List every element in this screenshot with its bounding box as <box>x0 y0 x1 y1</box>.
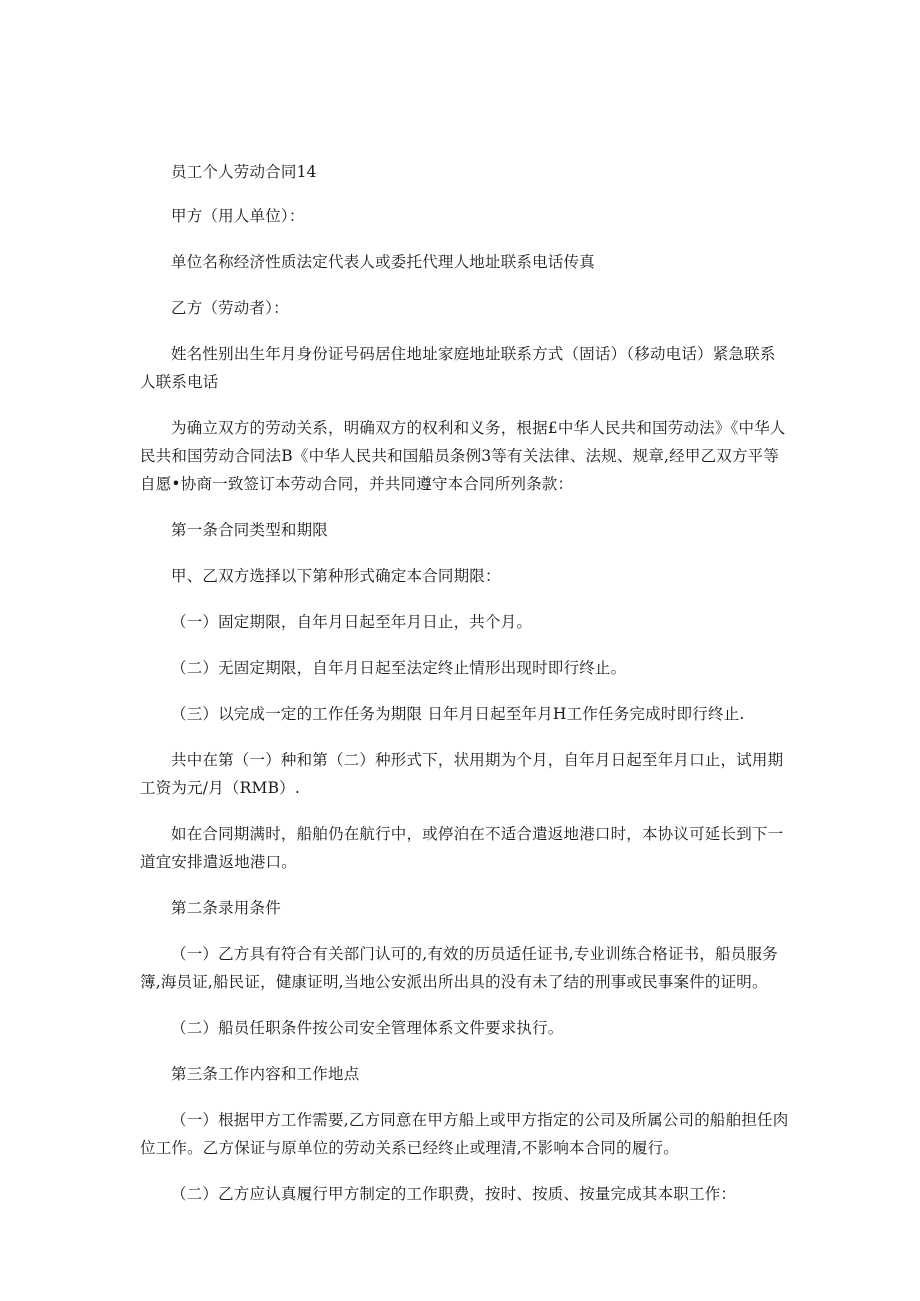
article-1-item-2: （二）无固定期限，自年月日起至法定终止情形出现时即行终止。 <box>171 659 627 677</box>
article-1-heading: 第一条合同类型和期限 <box>171 521 329 539</box>
article-3-item-1: （一）根据甲方工作需要,乙方同意在甲方船上或甲方指定的公司及所属公司的船舶担任肉位工作。乙方保证与原单位的劳动关系已经终止或理清,不影响本合同的履行。 <box>140 1111 789 1157</box>
article-1-item-3: （三）以完成一定的工作任务为期限 日年月日起至年月H工作任务完成时即行终止. <box>171 705 745 723</box>
party-a-fields: 单位名称经济性质法定代表人或委托代理人地址联系电话传真 <box>171 253 595 271</box>
article-2-item-1: （一）乙方具有符合有关部门认可的,有效的历员适任证书,专业训练合格证书，船员服务簿,海员证,船民证，健康证明,当地公安派出所出具的没有未了结的刑事或民事案件的证明。 <box>140 945 778 991</box>
article-2-heading: 第二条录用条件 <box>171 899 281 917</box>
probation-paragraph: 共中在第（一）种和第（二）种形式下，状用期为个月，自年月日起至年月口止，试用期工资为元/月（RMB）. <box>140 751 784 797</box>
extension-paragraph: 如在合同期满时，船舶仍在航行中，或停泊在不适合遣返地港口时，本协议可延长到下一道宜安排遣返地港口。 <box>140 825 784 871</box>
article-1-intro: 甲、乙双方选择以下第种形式确定本合同期限： <box>171 567 501 585</box>
party-b-fields: 姓名性别出生年月身份证号码居住地址家庭地址联系方式（固话）（移动电话）紧急联系人联系电话 <box>140 345 776 391</box>
article-1-item-1: （一）固定期限，自年月日起至年月日止，共个月。 <box>171 613 533 631</box>
article-3-item-2: （二）乙方应认真履行甲方制定的工作职费，按时、按质、按量完成其本职工作： <box>171 1185 737 1203</box>
preamble-paragraph: 为确立双方的劳动关系，明确双方的权利和义务，根据£中华人民共和国劳动法》《中华人民共和国劳动合同法B《中华人民共和国船员条例3等有关法律、法规、规章,经甲乙双方平等自愿•协商一致签订本劳动合同，并共同遵守本合同所列条款： <box>140 419 786 493</box>
document-body <box>140 158 790 1226</box>
article-2-item-2: （二）船员任职条件按公司安全管理体系文件要求执行。 <box>171 1019 564 1037</box>
document-title: 员工个人劳动合同14 <box>171 163 317 181</box>
party-b-heading: 乙方（劳动者）： <box>171 299 289 317</box>
article-3-heading: 第三条工作内容和工作地点 <box>171 1065 360 1083</box>
party-a-heading: 甲方（用人单位）： <box>171 207 305 225</box>
